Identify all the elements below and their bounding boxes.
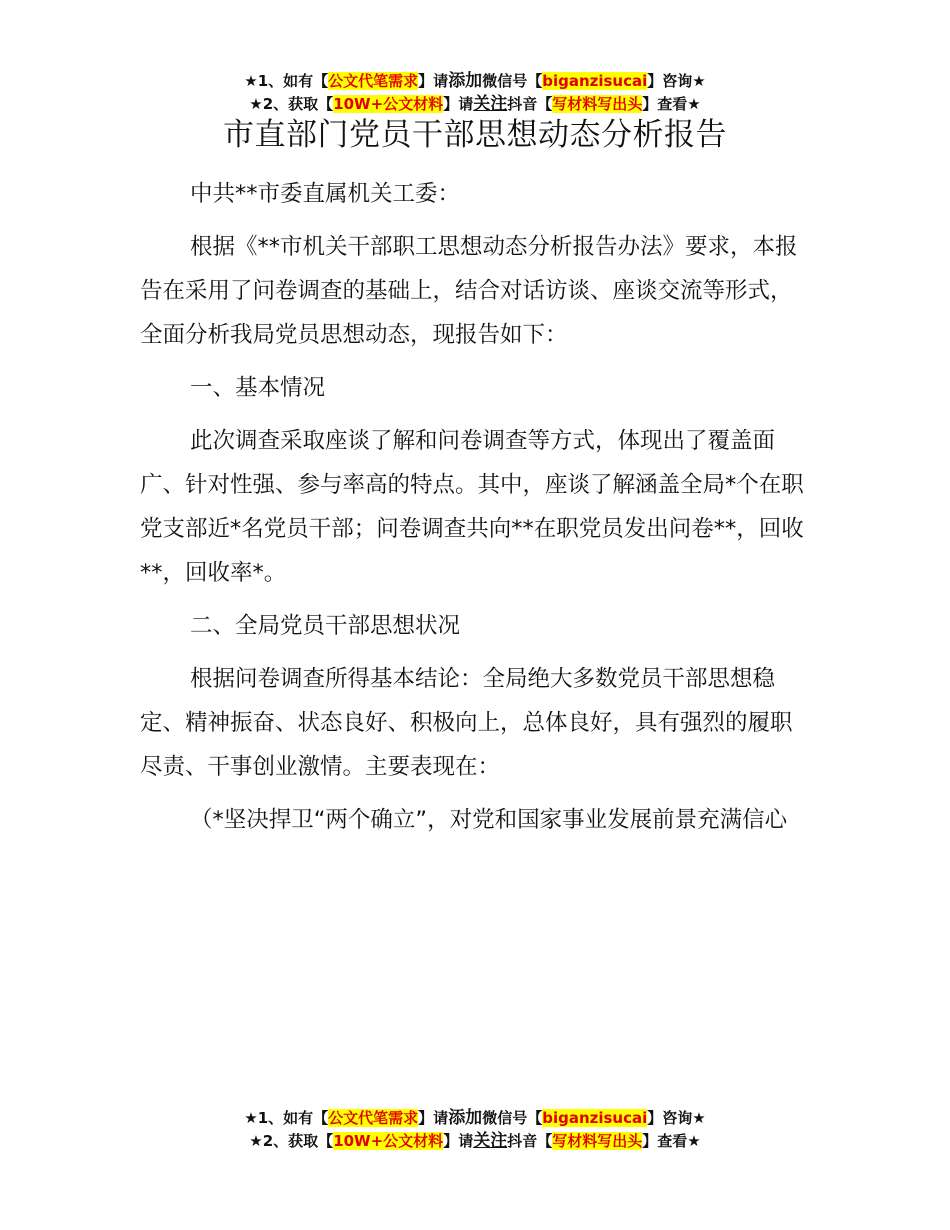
paragraph-intro: 根据《**市机关干部职工思想动态分析报告办法》要求，本报告在采用了问卷调查的基础上，结合对话访谈、座谈交流等形式，全面分析我局党员思想动态，现报告如下： (140, 234, 798, 348)
banner-text: 抖音【 (507, 95, 553, 113)
star-icon: ★ (249, 95, 263, 113)
banner-text: 】咨询★ (647, 1109, 706, 1127)
star-icon: ★ (249, 1132, 263, 1150)
section-heading-1: 一、基本情况 (190, 375, 326, 401)
banner-text: 微信号【 (482, 1109, 543, 1127)
salutation: 中共**市委直属机关工委： (190, 181, 461, 207)
banner-text: 1、如有【 (257, 72, 329, 90)
banner-text: 1、如有【 (257, 1109, 329, 1127)
banner-highlight: 10W+公文材料 (333, 1132, 444, 1150)
banner-highlight: 公文代笔需求 (328, 72, 419, 90)
banner-text: 】请 (443, 1132, 474, 1150)
banner-line-1 (0, 70, 950, 93)
banner-emphasis: 关注 (473, 94, 508, 114)
section-heading-2: 二、全局党员干部思想状况 (190, 613, 461, 639)
banner-text: 2、获取【 (262, 1132, 334, 1150)
document-body (140, 172, 812, 851)
banner-text: 】请 (418, 1109, 449, 1127)
banner-text: 】请 (418, 72, 449, 90)
banner-text: 抖音【 (507, 1132, 553, 1150)
paragraph-basic-situation: 此次调查采取座谈了解和问卷调查等方式，体现出了覆盖面广、针对性强、参与率高的特点。其中，座谈了解涵盖全局*个在职党支部近*名党员干部；问卷调查共向**在职党员发出问卷**，回收**，回收率*。 (140, 428, 804, 586)
douyin-id-highlight: 写材料写出头 (552, 95, 643, 113)
banner-text: 】查看★ (642, 95, 701, 113)
paragraph-point-1: （*坚决捍卫“两个确立”，对党和国家事业发展前景充满信心 (190, 807, 788, 833)
wechat-id-highlight: biganzisucai (542, 1109, 648, 1127)
banner-highlight: 10W+公文材料 (333, 95, 444, 113)
banner-text: 2、获取【 (262, 95, 334, 113)
star-icon: ★ (244, 72, 258, 90)
douyin-id-highlight: 写材料写出头 (552, 1132, 643, 1150)
banner-text: 微信号【 (482, 72, 543, 90)
banner-text: 】咨询★ (647, 72, 706, 90)
bottom-banner (0, 1107, 950, 1153)
document-title: 市直部门党员干部思想动态分析报告 (223, 117, 727, 153)
banner-highlight: 公文代笔需求 (328, 1109, 419, 1127)
star-icon: ★ (244, 1109, 258, 1127)
wechat-id-highlight: biganzisucai (542, 72, 648, 90)
banner-emphasis: 添加 (448, 71, 483, 91)
banner-emphasis: 添加 (448, 1108, 483, 1128)
top-banner (0, 70, 950, 116)
paragraph-conclusion: 根据问卷调查所得基本结论：全局绝大多数党员干部思想稳定、精神振奋、状态良好、积极向上，总体良好，具有强烈的履职尽责、干事创业激情。主要表现在： (140, 666, 793, 780)
banner-line-2 (0, 1130, 950, 1153)
banner-text: 】请 (443, 95, 474, 113)
banner-emphasis: 关注 (473, 1131, 508, 1151)
banner-text: 】查看★ (642, 1132, 701, 1150)
banner-line-1 (0, 1107, 950, 1130)
